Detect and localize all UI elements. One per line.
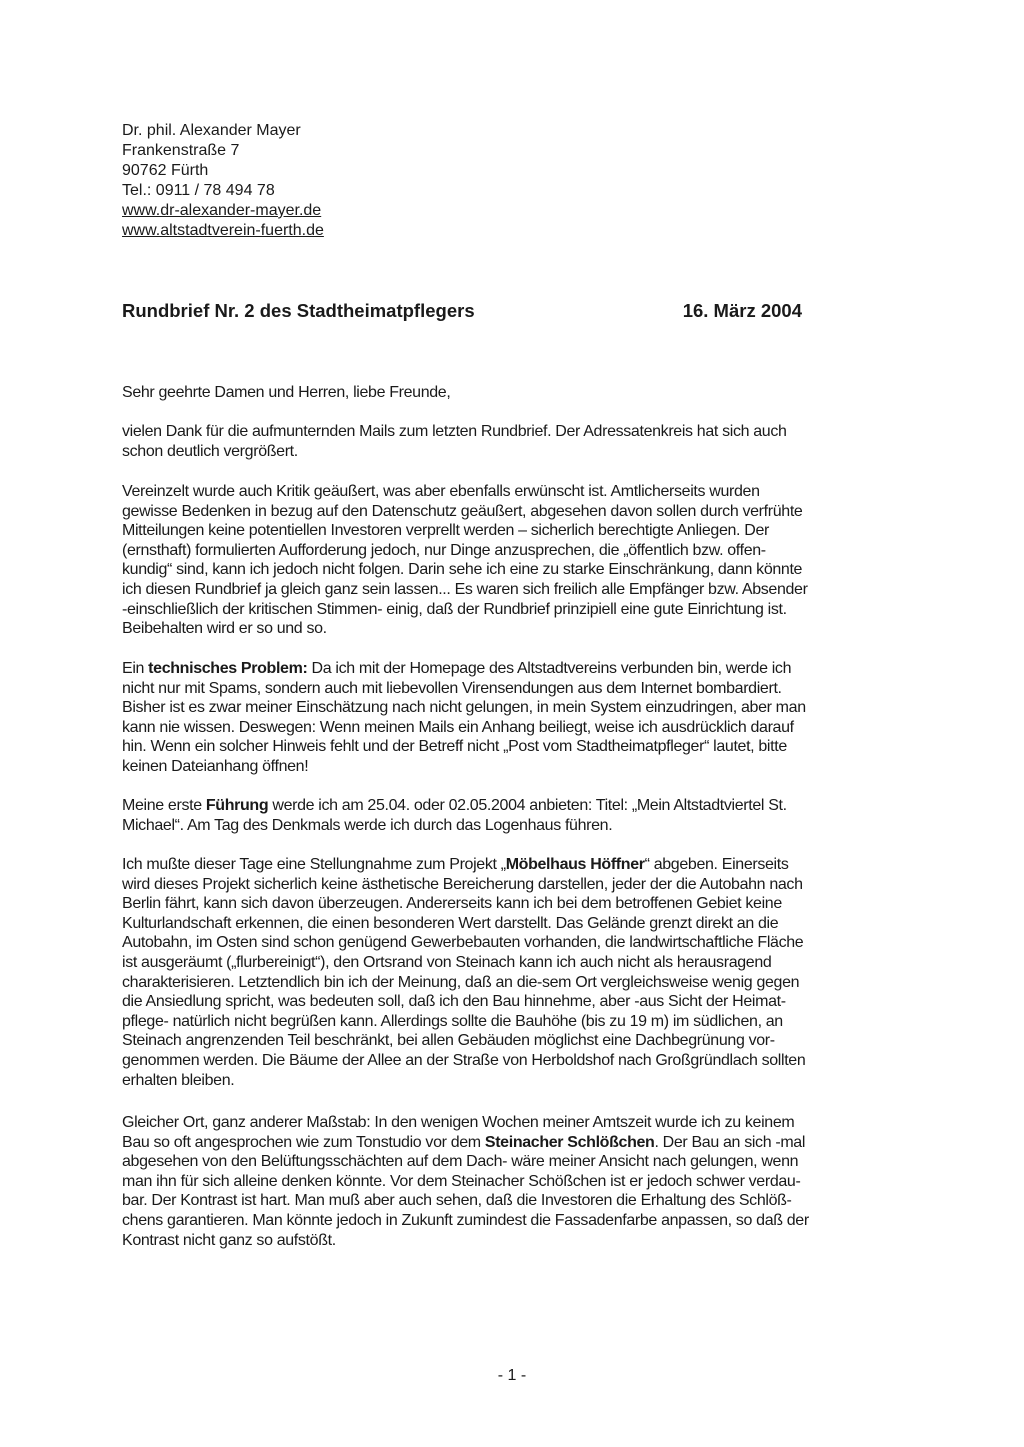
salutation [122, 383, 450, 403]
paragraph-line: man ihn für sich alleine denken könnte. Vor dem Steinacher Schößchen ist er jedoch schwer verdau- [122, 1172, 801, 1190]
paragraph-line: Autobahn, im Osten sind schon genügend Gewerbebauten vorhanden, die landwirtschaftliche Fläche [122, 934, 804, 952]
paragraph-line: hin. Wenn ein solcher Hinweis fehlt und der Betreff nicht „Post vom Stadtheimatpfleger“ lautet, bitte [122, 738, 787, 756]
paragraph-5-moebelhaus [122, 855, 805, 1090]
page-number: - 1 - [497, 1367, 527, 1384]
paragraph-line: schon deutlich vergrößert. [122, 442, 298, 460]
paragraph-line: (ernsthaft) formulierten Aufforderung jedoch, nur Dinge anzusprechen, die „öffentlich bzw. offen- [122, 541, 766, 559]
paragraph-line: ist ausgeräumt („flurbereinigt“), den Ortsrand von Steinach kann ich auch nicht als herausragend [122, 953, 772, 971]
paragraph-line: -einschließlich der kritischen Stimmen- einig, daß der Rundbrief prinzipiell eine gute Einrichtung ist. [122, 600, 787, 618]
letter-date: 16. März 2004 [682, 300, 802, 321]
paragraph-line: pflege- natürlich nicht begrüßen kann. Allerdings sollte die Bauhöhe (bis zu 19 m) im südlichen, an [122, 1012, 783, 1030]
paragraph-line: vielen Dank für die aufmunternden Mails zum letzten Rundbrief. Der Adressatenkreis hat sich auch [122, 423, 787, 440]
paragraph-line: Kontrast nicht ganz so aufstößt. [122, 1231, 336, 1249]
paragraph-line: chens garantieren. Man könnte jedoch in Zukunft zumindest die Fassadenfarbe anpassen, so daß der [122, 1211, 809, 1229]
paragraph-3-technical-problem [122, 659, 806, 777]
text-run: Bau so oft angesprochen wie zum Tonstudio vor dem [122, 1133, 485, 1151]
paragraph-line: Vereinzelt wurde auch Kritik geäußert, was aber ebenfalls erwünscht ist. Amtlicherseits wurden [122, 483, 760, 500]
paragraph-line: keinen Dateianhang öffnen! [122, 757, 309, 775]
text-run: “ abgeben. Einerseits [644, 856, 789, 873]
paragraph-line: die Ansiedlung spricht, was bedeuten soll, daß ich den Bau hinnehme, aber -aus Sicht der Heimat- [122, 993, 786, 1011]
sender-name: Dr. phil. Alexander Mayer [122, 122, 301, 139]
text-run: Meine erste [122, 797, 206, 814]
paragraph-line: Berlin fährt, kann sich davon überzeugen. Andererseits kann ich bei dem betroffenen Gebiet keine [122, 895, 782, 913]
paragraph-line: erhalten bleiben. [122, 1071, 235, 1089]
paragraph-line [122, 659, 806, 679]
paragraph-line: Bisher ist es zwar meiner Einschätzung nach nicht gelungen, in mein System einzudringen, aber man [122, 699, 806, 717]
paragraph-1 [122, 422, 787, 461]
bold-keyword: technisches Problem: [148, 660, 308, 677]
paragraph-line: kundig“ sind, kann ich jedoch nicht folgen. Darin sehe ich eine zu starke Einschränkung, dann könnte [122, 561, 803, 579]
paragraph-line: kann nie wissen. Deswegen: Wenn meinen Mails ein Anhang beiliegt, weise ich ausdrücklich darauf [122, 718, 794, 736]
paragraph-2 [122, 482, 808, 639]
website-link-altstadtverein[interactable]: www.altstadtverein-fuerth.de [122, 222, 324, 239]
paragraph-4-guided-tour [122, 796, 787, 835]
sender-phone: Tel.: 0911 / 78 494 78 [122, 182, 275, 199]
paragraph-line: gewisse Bedenken in bezug auf den Datenschutz geäußert, abgesehen davon sollen durch verfrühte [122, 502, 803, 520]
paragraph-line: Kulturlandschaft erkennen, die einen besonderen Wert darstellt. Das Gelände grenzt direkt an die [122, 914, 779, 932]
paragraph-line [122, 855, 805, 875]
bold-keyword: Führung [205, 797, 269, 814]
website-link-personal[interactable]: www.dr-alexander-mayer.de [122, 202, 322, 219]
paragraph-line: ich diesen Rundbrief ja gleich ganz sein lassen... Es waren sich freilich alle Empfänger bzw. Absender [122, 580, 808, 598]
paragraph-line [122, 796, 787, 816]
paragraph-line: wird dieses Projekt sicherlich keine ästhetische Bereicherung darstellen, jeder der die Autobahn nach [122, 875, 803, 893]
paragraph-line: abgesehen von den Belüftungsschächten auf dem Dach- wäre meiner Ansicht nach gelungen, wenn [122, 1153, 799, 1171]
paragraph-line [122, 1133, 809, 1153]
sender-city: 90762 Fürth [122, 162, 209, 179]
paragraph-line: Mitteilungen keine potentiellen Investoren verprellt werden – sicherlich berechtigte Anliegen. Der [122, 522, 769, 540]
paragraph-line: charakterisieren. Letztendlich bin ich der Meinung, daß an die-sem Ort vergleichsweise wenig gegen [122, 973, 800, 991]
text-run: Ein [122, 660, 149, 677]
sender-street: Frankenstraße 7 [122, 142, 240, 159]
paragraph-line: nicht nur mit Spams, sondern auch mit liebevollen Virensendungen aus dem Internet bombardiert. [122, 679, 782, 697]
paragraph-line: Michael“. Am Tag des Denkmals werde ich durch das Logenhaus führen. [122, 816, 613, 834]
paragraph-line: Steinach angrenzenden Teil beschränkt, bei allen Gebäuden möglichst eine Dachbegrünung vor- [122, 1032, 775, 1050]
paragraph-6-tonstudio [122, 1113, 809, 1250]
text-run: Ich mußte dieser Tage eine Stellungnahme zum Projekt „ [122, 856, 506, 873]
bold-keyword: Möbelhaus Höffner [505, 856, 645, 873]
paragraph-line: Beibehalten wird er so und so. [122, 620, 327, 638]
paragraph-line: Gleicher Ort, ganz anderer Maßstab: In den wenigen Wochen meiner Amtszeit wurde ich zu keinem [122, 1114, 795, 1131]
letter-title: Rundbrief Nr. 2 des Stadtheimatpflegers [122, 300, 475, 321]
text-run: werde ich am 25.04. oder 02.05.2004 anbieten: Titel: „Mein Altstadtviertel St. [268, 797, 787, 814]
text-run: Da ich mit der Homepage des Altstadtvereins verbunden bin, werde ich [307, 660, 792, 677]
text-run: . Der Bau an sich -mal [654, 1133, 806, 1151]
paragraph-line: bar. Der Kontrast ist hart. Man muß aber auch sehen, daß die Investoren die Erhaltung des Schlöß- [122, 1192, 792, 1210]
bold-keyword: Steinacher Schlößchen [484, 1133, 655, 1151]
salutation-text: Sehr geehrte Damen und Herren, liebe Freunde, [122, 384, 451, 401]
letter-title-row [122, 300, 802, 322]
paragraph-line: genommen werden. Die Bäume der Allee an der Straße von Herboldshof nach Großgründlach sollten [122, 1051, 806, 1069]
sender-address-block [122, 121, 324, 241]
